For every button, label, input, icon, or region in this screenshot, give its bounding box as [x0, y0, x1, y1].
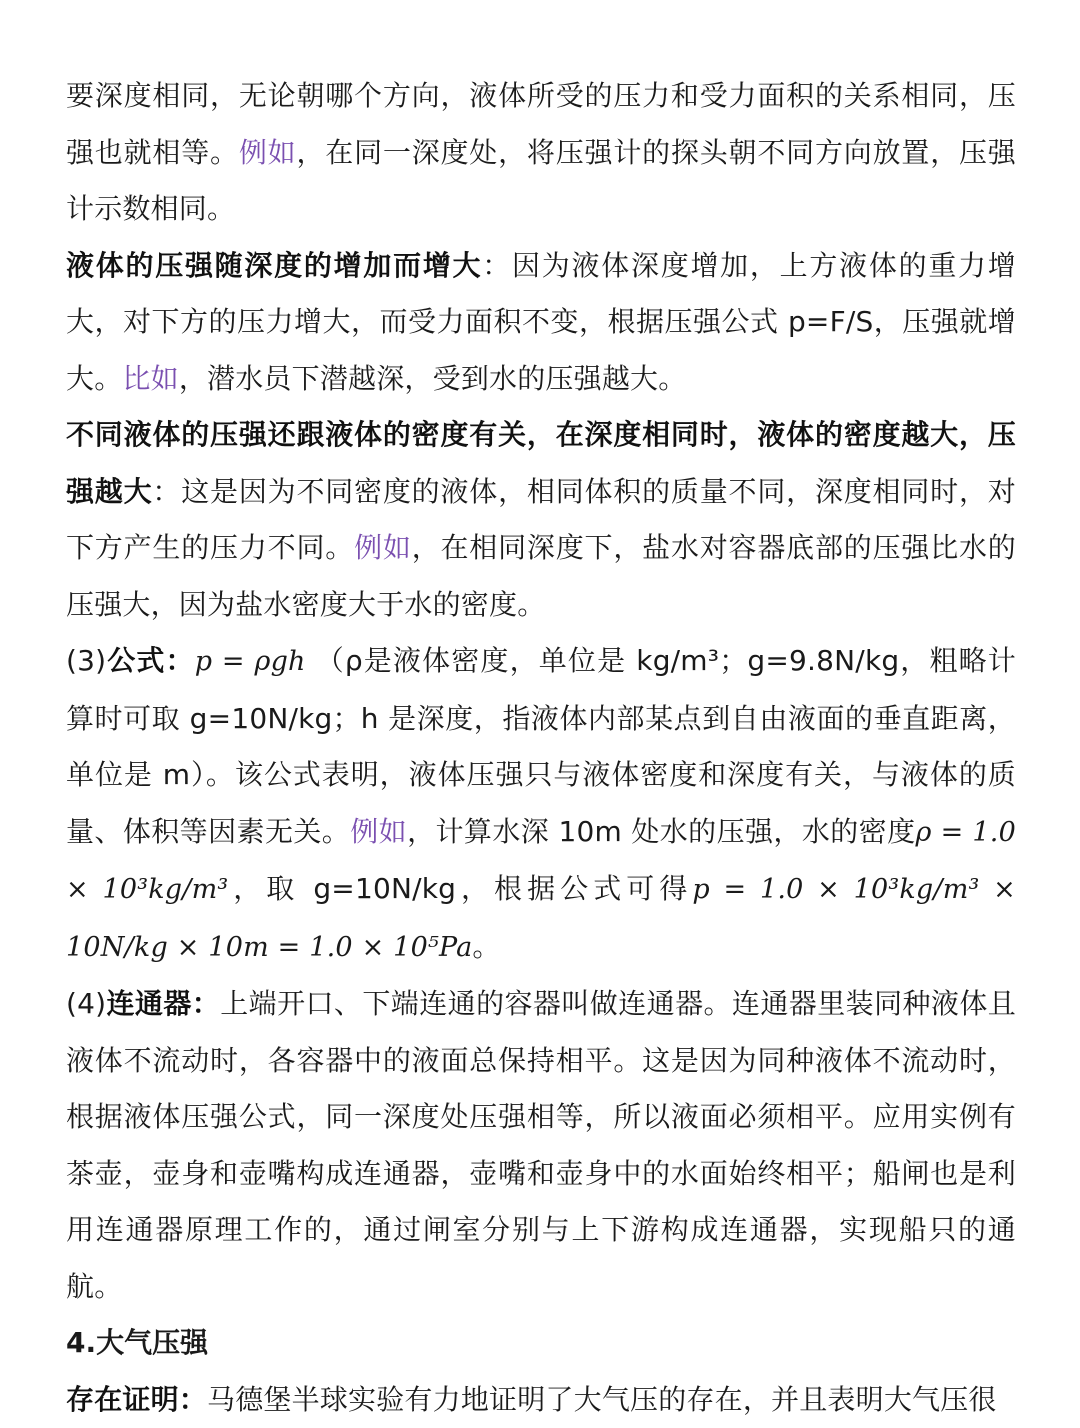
bold-term: 液体的压强随深度的增加而增大 [66, 249, 482, 282]
example-label: 例如 [350, 815, 407, 848]
text: 要深度相同，无论朝哪个方向，液体所受的压力和受力面积的关系相同，压强也就相等。 [66, 79, 1016, 169]
example-label: 例如 [239, 136, 297, 169]
math-result: p = 1.0 × 10³kg/m³ × 10N/kg × 10m = 1.0 × 10⁵Pa [66, 874, 1016, 963]
text: ，在同一深度处，将压强计的探头朝不同方向放置，压强计示数相同。 [66, 136, 1016, 226]
text: ，取 g=10N/kg，根据公式可得 [228, 872, 692, 905]
document-body [66, 68, 1016, 1428]
paragraph-formula [66, 633, 1016, 976]
math-density: ρ = 1.0 × 10³kg/m³ [66, 817, 1016, 906]
bold-term: 公式： [106, 644, 194, 677]
example-label: 比如 [122, 362, 178, 395]
list-prefix: (4) [66, 987, 106, 1020]
text: 。 [472, 930, 500, 963]
text: ：这是因为不同密度的液体，相同体积的质量不同，深度相同时，对下方产生的压力不同。 [66, 475, 1016, 565]
bold-term: 不同液体的压强还跟液体的密度有关，在深度相同时，液体的密度越大，压强越大 [66, 418, 1016, 508]
text: （ρ是液体密度，单位是 kg/m³；g=9.8N/kg，粗略计算时可取 g=10N/kg；h 是深度，指液体内部某点到自由液面的垂直距离，单位是 m）。该公式表明，液体压强只与液体密度和深度有关，与液体的质量、体积等因素无关。 [66, 644, 1016, 848]
text: ，计算水深 10m 处水的压强，水的密度 [407, 815, 915, 848]
bold-term: 连通器： [106, 987, 220, 1020]
paragraph-atmospheric-proof [66, 1372, 1016, 1428]
paragraph-depth-equal [66, 68, 1016, 238]
formula: p = ρgℎ [195, 646, 306, 677]
text: ，潜水员下潜越深，受到水的压强越大。 [179, 362, 687, 395]
bold-term: 存在证明： [66, 1383, 207, 1416]
text: ，在相同深度下，盐水对容器底部的压强比水的压强大，因为盐水密度大于水的密度。 [66, 531, 1016, 621]
example-label: 例如 [354, 531, 412, 564]
text: 马德堡半球实验有力地证明了大气压的存在，并且表明大气压很 [207, 1383, 997, 1416]
paragraph-density [66, 407, 1016, 633]
paragraph-communicating-vessels [66, 976, 1016, 1315]
text: 上端开口、下端连通的容器叫做连通器。连通器里装同种液体且液体不流动时，各容器中的液面总保持相平。这是因为同种液体不流动时，根据液体压强公式，同一深度处压强相等，所以液面必须相平。应用实例有茶壶，壶身和壶嘴构成连通器，壶嘴和壶身中的水面始终相平；船闸也是利用连通器原理工作的，通过闸室分别与上下游构成连通器，实现船只的通航。 [66, 987, 1016, 1303]
section-heading: 4.大气压强 [66, 1315, 1016, 1372]
list-prefix: (3) [66, 644, 106, 677]
text: ：因为液体深度增加，上方液体的重力增大，对下方的压力增大，而受力面积不变，根据压强公式 p=F/S，压强就增大。 [66, 249, 1016, 395]
paragraph-depth-increase [66, 238, 1016, 408]
